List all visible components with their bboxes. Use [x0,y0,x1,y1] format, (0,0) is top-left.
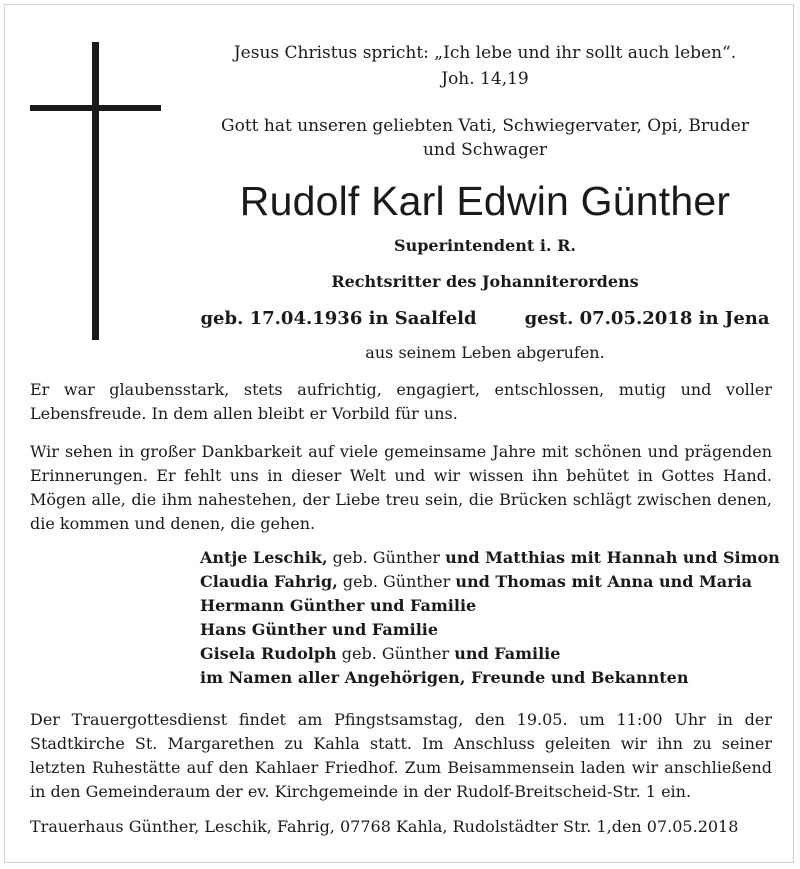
mourner-name: Gisela Rudolph [200,644,337,663]
quote-text: Jesus Christus spricht: „Ich lebe und ihr sollt auch leben“. [233,43,737,63]
intro-text [190,114,780,162]
cross-horizontal-bar [30,105,161,111]
deceased-title: Superintendent i. R. [394,236,576,255]
mourner-row: im Namen aller Angehörigen, Freunde und Bekannten [200,668,689,687]
mourner-nee: geb. Günther [332,548,440,567]
death-date: gest. 07.05.2018 in Jena [524,308,770,329]
birth-date: geb. 17.04.1936 in Saalfeld [200,308,477,329]
mourner-family: und Matthias mit Hannah und Simon [445,548,780,567]
tribute-paragraph: Er war glaubensstark, stets aufrichtig, engagiert, entschlossen, mutig und voller Lebensfreude. In dem allen bleibt er Vorbild für uns. [30,380,772,423]
mourner-row [200,570,780,594]
quote-reference: Joh. 14,19 [441,69,529,89]
mourners-list [200,546,780,690]
mourner-family: und Thomas mit Anna und Maria [455,572,752,591]
called-text: aus seinem Leben abgerufen. [365,343,605,362]
intro-line-2: und Schwager [422,140,548,160]
deceased-name: Rudolf Karl Edwin Günther [239,178,731,224]
bible-quote [190,40,780,92]
deceased-order: Rechtsritter des Johanniterordens [331,272,639,291]
mourner-name: Claudia Fahrig, [200,572,338,591]
intro-line-1: Gott hat unseren geliebten Vati, Schwiegervater, Opi, Bruder [221,116,749,136]
gratitude-paragraph: Wir sehen in großer Dankbarkeit auf viele gemeinsame Jahre mit schönen und prägenden Erinnerungen. Er fehlt uns in dieser Welt und wir wissen ihn behütet in Gottes Hand. Mögen alle, die ihm nahestehen, der Liebe treu sein, die Brücken schlägt zwischen denen, die kommen und denen, die gehen. [30,442,772,533]
mourner-nee: geb. Günther [341,644,450,663]
funeral-service-paragraph: Der Trauergottesdienst findet am Pfingstsamstag, den 19.05. um 11:00 Uhr in der Stadtkirche St. Margarethen zu Kahla statt. Im Anschluss geleiten wir ihn zu seiner letzten Ruhestätte auf den Kahlaer Friedhof. Zum Beisammensein laden wir anschließend in den Gemeinderaum der ev. Kirchgemeinde in der Rudolf-Breitscheid-Str. 1 ein. [30,710,772,801]
mourner-row [200,546,780,570]
cross-vertical-bar [92,42,99,340]
mourner-row: Hermann Günther und Familie [200,596,477,615]
mourner-nee: geb. Günther [342,572,451,591]
mourner-name: Antje Leschik, [200,548,328,567]
life-dates [190,306,780,332]
mourner-row: Hans Günther und Familie [200,620,439,639]
mourning-house-address: Trauerhaus Günther, Leschik, Fahrig, 07768 Kahla, Rudolstädter Str. 1,den 07.05.2018 [30,817,739,836]
mourner-row [200,642,780,666]
mourner-family: und Familie [454,644,561,663]
